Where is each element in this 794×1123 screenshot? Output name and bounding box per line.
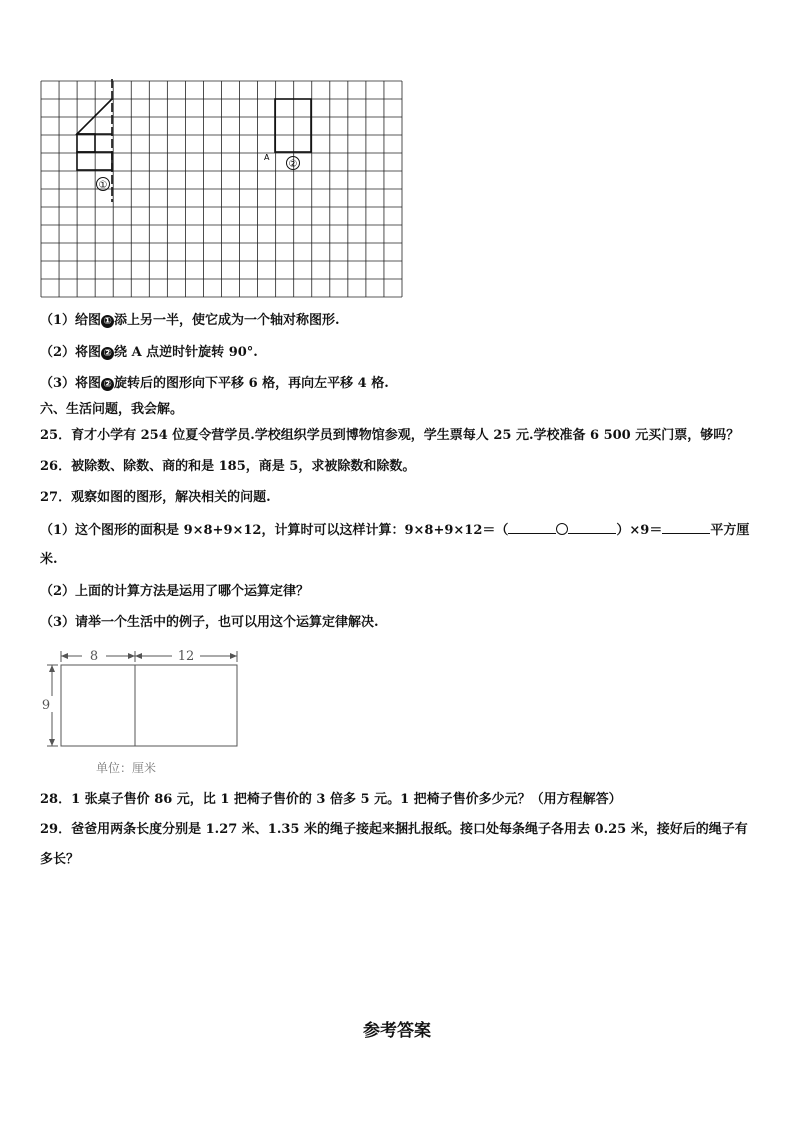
question-27-part-2: （2）上面的计算方法是运用了哪个运算定律？ — [40, 584, 310, 599]
question-26: 26．被除数、除数、商的和是 185，商是 5，求被除数和除数。 — [40, 459, 416, 474]
shape-1-label-text: ① — [98, 180, 108, 191]
part-1-mid: ）×9＝ — [616, 523, 663, 538]
question-text: 添上另一半，使它成为一个轴对称图形. — [114, 313, 340, 328]
answer-heading: 参考答案 — [363, 1021, 431, 1041]
rect-left — [61, 665, 135, 746]
part-1-text: （1）这个图形的面积是 9×8+9×12，计算时可以这样计算：9×8+9×12＝（ — [40, 523, 509, 538]
question-text: 绕 A 点逆时针旋转 90°. — [114, 345, 258, 360]
question-27-part-1-cont: 米. — [40, 552, 58, 567]
question-27-title: 27．观察如图的图形，解决相关的问题. — [40, 490, 271, 505]
question-text: 旋转后的图形向下平移 6 格，再向左平移 4 格. — [114, 376, 389, 391]
question-prefix: （2）将图 — [40, 345, 102, 360]
question-29: 29．爸爸用两条长度分别是 1.27 米、1.35 米的绳子接起来捆扎报纸。接口处每条绳子各用去 0.25 米，接好后的绳子有多长？ — [40, 822, 748, 867]
question-25: 25．育才小学有 254 位夏令营学员.学校组织学员到博物馆参观，学生票每人 25 元.学校准备 6 500 元买门票，够吗？ — [40, 428, 740, 443]
part-1-unit: 平方厘 — [710, 523, 750, 538]
unit-label: 单位：厘米 — [96, 761, 157, 775]
question-prefix: （1）给图 — [40, 313, 102, 328]
rect-right — [135, 665, 237, 746]
question-prefix: （3）将图 — [40, 376, 102, 391]
label-height: 9 — [41, 698, 51, 713]
circled-number: ① — [101, 315, 114, 328]
question-28: 28．1 张桌子售价 86 元，比 1 把椅子售价的 3 倍多 5 元。1 把椅子售价多少元？（用方程解答） — [40, 792, 622, 807]
label-width-right: 12 — [177, 649, 195, 664]
section-six-heading: 六、生活问题，我会解。 — [40, 402, 184, 417]
shape-2-label-text: ② — [288, 159, 298, 170]
circled-number: ② — [101, 347, 114, 360]
point-a-label: A — [264, 153, 270, 162]
circled-number: ② — [101, 378, 114, 391]
label-width-left: 8 — [89, 649, 99, 664]
question-27-part-3: （3）请举一个生活中的例子，也可以用这个运算定律解决. — [40, 615, 379, 630]
